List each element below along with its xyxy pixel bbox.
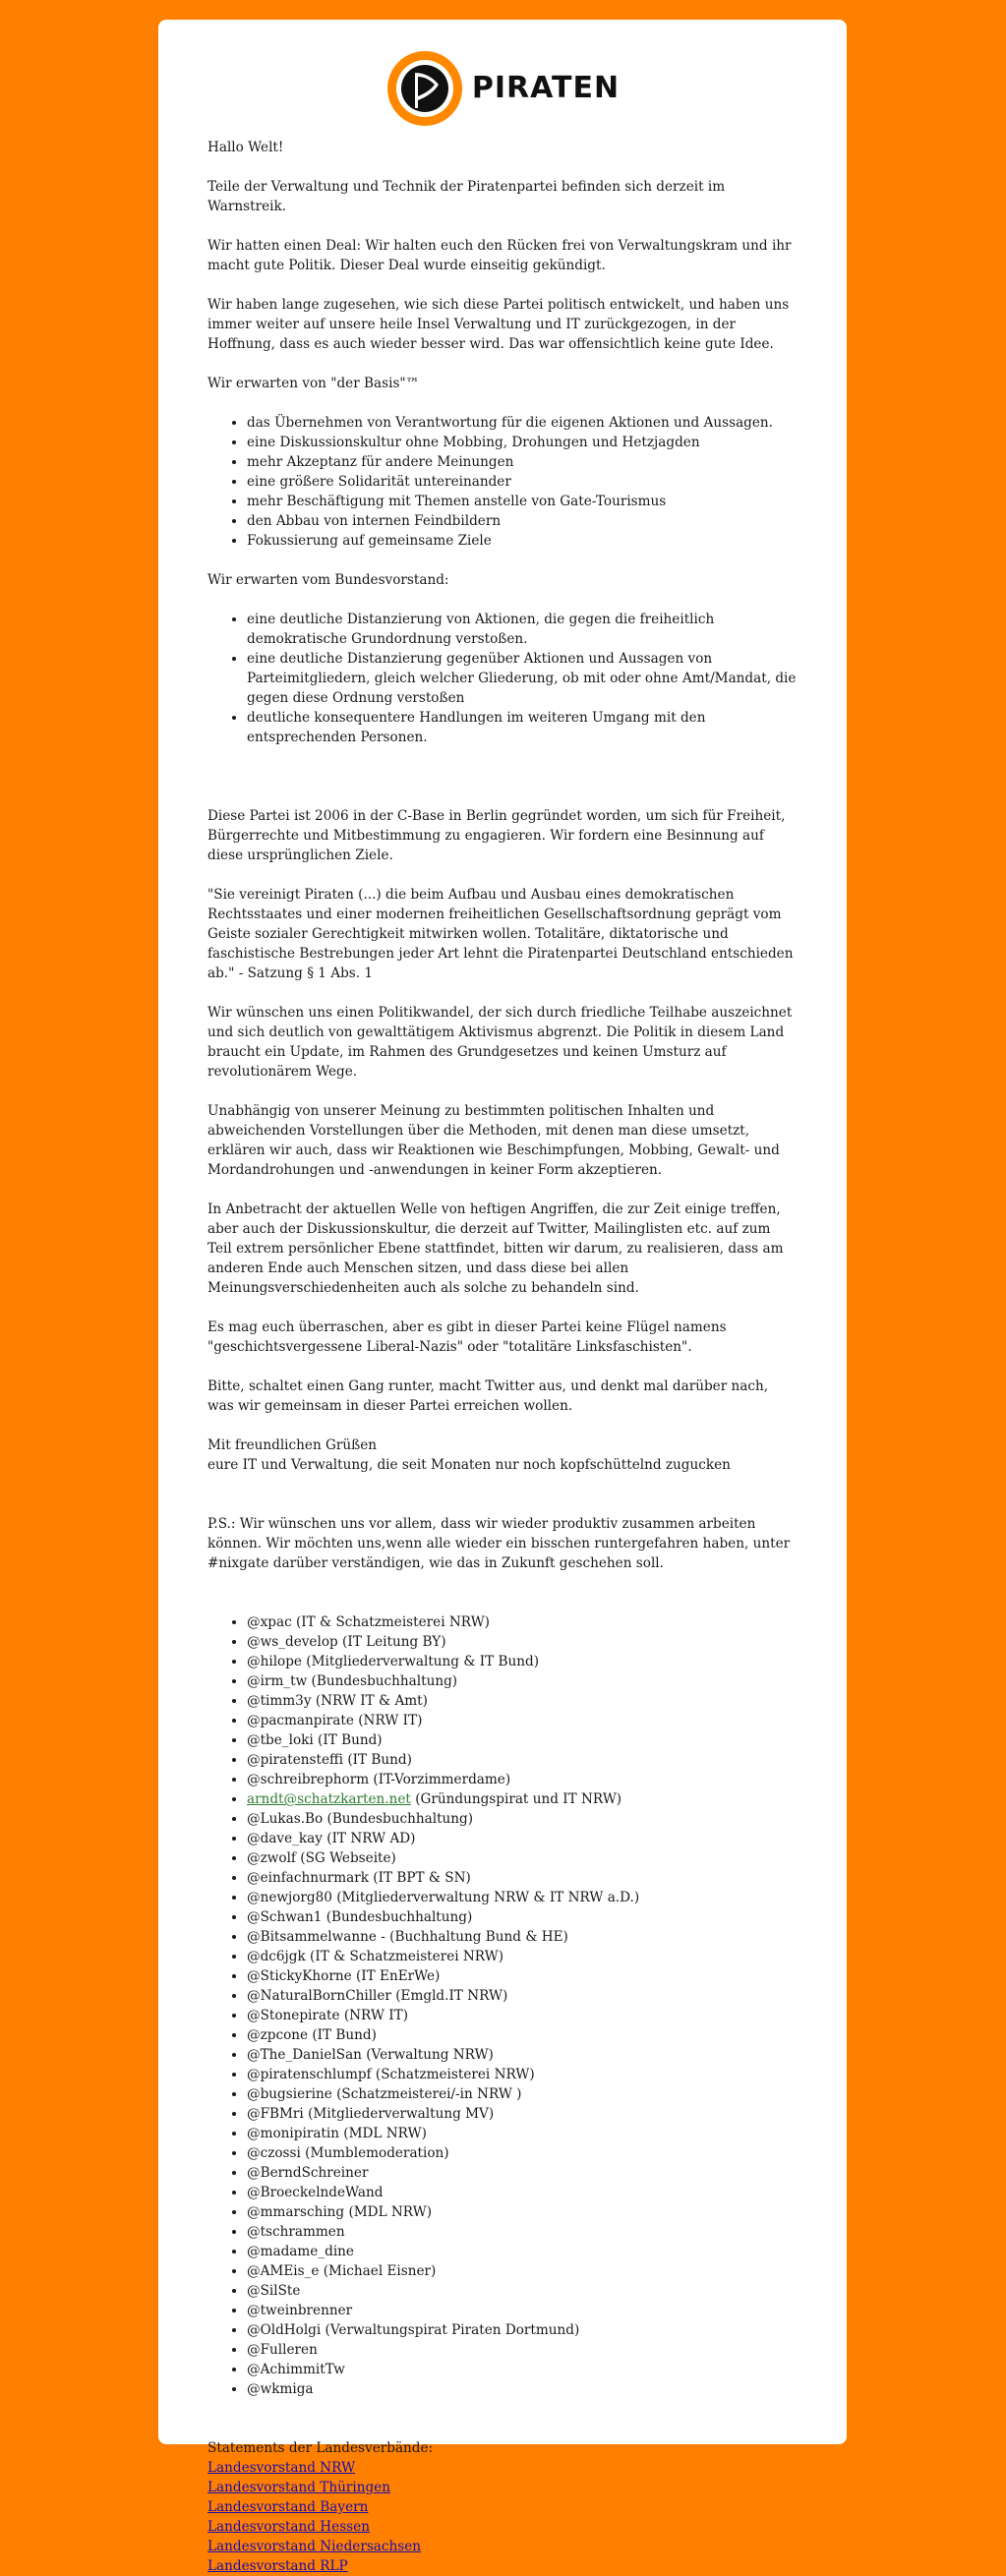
closing-signature: eure IT und Verwaltung, die seit Monaten nur noch kopfschüttelnd zugucken (207, 1457, 731, 1473)
signatory-item: • @The_DanielSan (Verwaltung NRW) (247, 2045, 798, 2065)
signatory-item: • @SilSte (247, 2281, 798, 2301)
signatory-item: • @AMEis_e (Michael Eisner) (247, 2261, 798, 2281)
signatory-item: • @NaturalBornChiller (Emgld.IT NRW) (247, 1986, 798, 2006)
body-paragraph: In Anbetracht der aktuellen Welle von heftigen Angriffen, die zur Zeit einige treffen, aber auch der Diskussionskultur, die derzeit auf Twitter, Mailinglisten etc. auf zum Teil extrem persönlicher Ebene stattfindet, bitten wir darum, zu realisieren, dass am anderen Ende auch Menschen sitzen, und dass diese bei allen Meinungsverschiedenheiten auch als solche zu behandeln sind. (207, 1201, 784, 1296)
signatories-list (207, 1612, 798, 2399)
spacer (207, 1494, 798, 1514)
signatory-item: • @pacmanpirate (NRW IT) (247, 1711, 798, 1730)
closing (207, 1435, 798, 1475)
email-link[interactable]: arndt@schatzkarten.net (247, 1791, 411, 1807)
body-paragraph: Unabhängig von unserer Meinung zu bestimmten politischen Inhalten und abweichenden Vorstellungen über die Methoden, mit denen man diese umsetzt, erklären wir auch, dass wir Reaktionen wie Beschimpfungen, Mobbing, Gewalt- und Mordandrohungen und -anwendungen in keiner Form akzeptieren. (207, 1103, 780, 1178)
signatory-item: • @irm_tw (Bundesbuchhaltung) (247, 1671, 798, 1691)
signatory-item: • @newjorg80 (Mitgliederverwaltung NRW & IT NRW a.D.) (247, 1888, 798, 1907)
greeting: Hallo Welt! (207, 140, 284, 155)
signatory-item: • @monipiratin (MDL NRW) (247, 2124, 798, 2143)
statement-link-nrw[interactable]: Landesvorstand NRW (207, 2460, 356, 2476)
bundesvorstand-list (207, 610, 798, 747)
signatory-item: • @Bitsammelwanne - (Buchhaltung Bund & HE) (247, 1927, 798, 1947)
signatory-item: • @tschrammen (247, 2222, 798, 2242)
signatory-item: • @zpcone (IT Bund) (247, 2025, 798, 2045)
body-paragraph: Diese Partei ist 2006 in der C-Base in Berlin gegründet worden, um sich für Freiheit, Bürgerrechte und Mitbestimmung zu engagieren. Wir fordern eine Besinnung auf diese ursprünglichen Ziele. (207, 808, 786, 863)
list-item: • eine größere Solidarität untereinander (247, 472, 798, 492)
signatory-item: • @Fulleren (247, 2340, 798, 2360)
statement-link-niedersachsen[interactable]: Landesvorstand Niedersachsen (207, 2539, 422, 2554)
signatory-item: • @Schwan1 (Bundesbuchhaltung) (247, 1907, 798, 1927)
body-paragraph: Wir wünschen uns einen Politikwandel, der sich durch friedliche Teilhabe auszeichnet und sich deutlich von gewalttätigem Aktivismus abgrenzt. Die Politik in diesem Land braucht ein Update, im Rahmen des Grundgesetzes und keinen Umsturz auf revolutionärem Wege. (207, 1005, 793, 1080)
letter-container (158, 20, 847, 2574)
spacer (207, 2419, 798, 2438)
signatory-item: • @czossi (Mumblemoderation) (247, 2143, 798, 2163)
signatory-item: • @einfachnurmark (IT BPT & SN) (247, 1868, 798, 1888)
list-item: • Fokussierung auf gemeinsame Ziele (247, 531, 798, 551)
signatory-item: • @schreibrephorm (IT-Vorzimmerdame) (247, 1770, 798, 1789)
logo-area (207, 49, 798, 128)
satzung-quote: "Sie vereinigt Piraten (...) die beim Aufbau und Ausbau eines demokratischen Rechtsstaates und einer modernen freiheitlichen Gesellschaftsordnung geprägt vom Geiste sozialer Gerechtigkeit mitwirken wollen. Totalitäre, diktatorische und faschistische Bestrebungen jeder Art lehnt die Piratenpartei Deutschland entschieden ab." - Satzung § 1 Abs. 1 (207, 887, 794, 981)
statement-link-rlp[interactable]: Landesvorstand RLP (207, 2558, 348, 2574)
signatory-item: • @dc6jgk (IT & Schatzmeisterei NRW) (247, 1947, 798, 1966)
list-item: • den Abbau von internen Feindbildern (247, 511, 798, 531)
list-item: • das Übernehmen von Verantwortung für die eigenen Aktionen und Aussagen. (247, 413, 798, 433)
closing-salutation: Mit freundlichen Grüßen (207, 1437, 378, 1453)
body-paragraph: Es mag euch überraschen, aber es gibt in dieser Partei keine Flügel namens "geschichtsvergessene Liberal-Nazis" oder "totalitäre Linksfaschisten". (207, 1319, 727, 1355)
signatory-item: • @mmarsching (MDL NRW) (247, 2202, 798, 2222)
signatory-item: • @piratenschlumpf (Schatzmeisterei NRW) (247, 2065, 798, 2084)
email-entry-role: (Gründungspirat und IT NRW) (410, 1791, 622, 1807)
signatory-item: • @StickyKhorne (IT EnErWe) (247, 1966, 798, 1986)
bundesvorstand-heading: Wir erwarten vom Bundesvorstand: (207, 572, 449, 588)
list-item: • mehr Beschäftigung mit Themen anstelle von Gate-Tourismus (247, 492, 798, 511)
signatory-item: • @xpac (IT & Schatzmeisterei NRW) (247, 1612, 798, 1632)
signatory-item: • @Lukas.Bo (Bundesbuchhaltung) (247, 1809, 798, 1829)
statement-link-bayern[interactable]: Landesvorstand Bayern (207, 2499, 369, 2515)
signatory-item (247, 1789, 798, 1809)
statement-link-thueringen[interactable]: Landesvorstand Thüringen (207, 2480, 390, 2495)
postscript: P.S.: Wir wünschen uns vor allem, dass wir wieder produktiv zusammen arbeiten können. Wir möchten uns,wenn alle wieder ein bisschen runtergefahren haben, unter #nixgate darüber verständigen, wie das in Zukunft geschehen soll. (207, 1516, 791, 1571)
intro-paragraph: Teile der Verwaltung und Technik der Piratenpartei befinden sich derzeit im Warnstreik. (207, 179, 726, 214)
list-item: • mehr Akzeptanz für andere Meinungen (247, 452, 798, 472)
list-item: • eine deutliche Distanzierung von Aktionen, die gegen die freiheitlich demokratische Grundordnung verstoßen. (247, 610, 798, 649)
signatory-item: • @tbe_loki (IT Bund) (247, 1730, 798, 1750)
list-item: • deutliche konsequentere Handlungen im weiteren Umgang mit den entsprechenden Personen. (247, 708, 798, 747)
list-item: • eine deutliche Distanzierung gegenüber Aktionen und Aussagen von Parteimitgliedern, gleich welcher Gliederung, ob mit oder ohne Amt/Mandat, die gegen diese Ordnung verstoßen (247, 649, 798, 708)
basis-heading: Wir erwarten von "der Basis"™ (207, 376, 420, 391)
signatory-item: • @dave_kay (IT NRW AD) (247, 1829, 798, 1848)
signatory-item: • @ws_develop (IT Leitung BY) (247, 1632, 798, 1652)
statement-link-hessen[interactable]: Landesvorstand Hessen (207, 2519, 370, 2535)
spacer (207, 767, 798, 806)
signatory-item: • @BroeckelndeWand (247, 2183, 798, 2202)
signatory-item: • @wkmiga (247, 2379, 798, 2399)
signatory-item: • @zwolf (SG Webseite) (247, 1848, 798, 1868)
list-item: • eine Diskussionskultur ohne Mobbing, Drohungen und Hetzjagden (247, 433, 798, 452)
signatory-item: • @AchimmitTw (247, 2360, 798, 2379)
signatory-item: • @Stonepirate (NRW IT) (247, 2006, 798, 2025)
signatory-item: • @madame_dine (247, 2242, 798, 2261)
signatory-item: • @hilope (Mitgliederverwaltung & IT Bund) (247, 1652, 798, 1671)
pirate-sail-icon (385, 49, 464, 128)
intro-paragraph: Wir hatten einen Deal: Wir halten euch den Rücken frei von Verwaltungskram und ihr macht gute Politik. Dieser Deal wurde einseitig gekündigt. (207, 238, 792, 273)
body-paragraph: Bitte, schaltet einen Gang runter, macht Twitter aus, und denkt mal darüber nach, was wir gemeinsam in dieser Partei erreichen wollen. (207, 1378, 769, 1414)
signatory-item: • @BerndSchreiner (247, 2163, 798, 2183)
signatory-item: • @piratensteffi (IT Bund) (247, 1750, 798, 1770)
signatory-item: • @bugsierine (Schatzmeisterei/-in NRW ) (247, 2084, 798, 2104)
signatory-item: • @timm3y (NRW IT & Amt) (247, 1691, 798, 1711)
logo-text: PIRATEN (471, 71, 621, 105)
intro-paragraph: Wir haben lange zugesehen, wie sich diese Partei politisch entwickelt, und haben uns immer weiter auf unsere heile Insel Verwaltung und IT zurückgezogen, in der Hoffnung, dass es auch wieder besser wird. Das war offensichtlich keine gute Idee. (207, 297, 790, 352)
statements-heading: Statements der Landesverbände: (207, 2440, 434, 2456)
statements-section (207, 2438, 798, 2576)
piraten-logo[interactable] (385, 49, 620, 128)
signatory-item: • @OldHolgi (Verwaltungspirat Piraten Dortmund) (247, 2320, 798, 2340)
signatory-item: • @FBMri (Mitgliederverwaltung MV) (247, 2104, 798, 2124)
signatory-item: • @tweinbrenner (247, 2301, 798, 2320)
spacer (207, 1593, 798, 1612)
basis-list (207, 413, 798, 551)
